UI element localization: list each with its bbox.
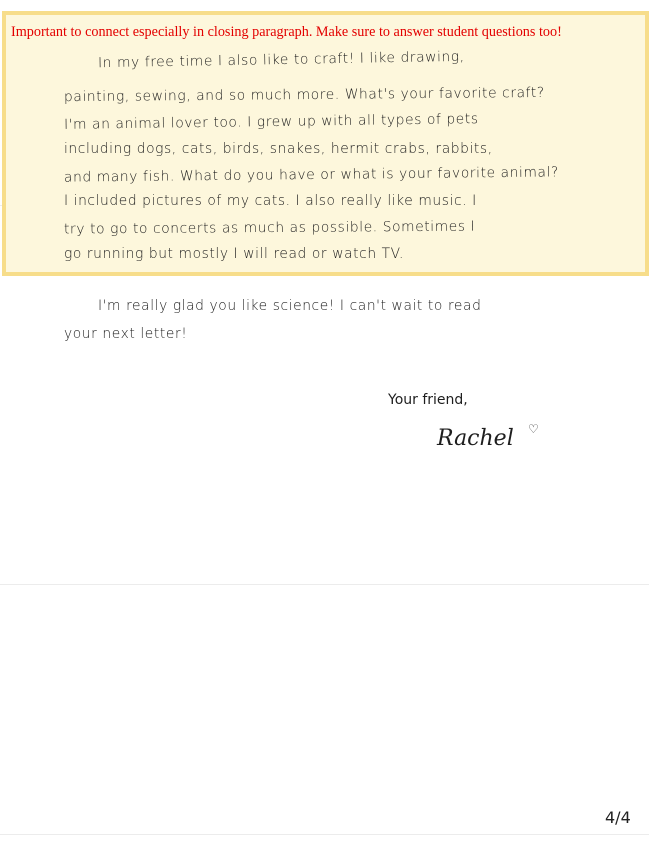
page-number: 4/4 [605,808,631,827]
letter-line: go running but mostly I will read or watch TV. [64,246,404,262]
teacher-comment: Important to connect especially in closing paragraph. Make sure to answer student questions too! [11,24,562,40]
page-rule [0,584,649,585]
signature: Rachel [437,426,514,451]
letter-line: and many fish. What do you have or what is your favorite animal? [63,164,559,186]
letter-line: try to go to concerts as much as possible. Sometimes I [63,218,476,238]
heart-icon: ♡ [528,422,539,436]
letter-line: I'm an animal lover too. I grew up with all types of pets [63,111,479,133]
page-rule [0,834,649,835]
letter-line: I included pictures of my cats. I also really like music. I [64,193,477,209]
letter-line: In my free time I also like to craft! I like drawing, [97,48,465,72]
letter-line: including dogs, cats, birds, snakes, hermit crabs, rabbits, [64,141,493,157]
signoff: Your friend, [388,392,468,408]
letter-line: painting, sewing, and so much more. What's your favorite craft? [63,84,545,106]
letter-line: I'm really glad you like science! I can't wait to read [98,298,482,314]
letter-line: your next letter! [64,326,188,342]
